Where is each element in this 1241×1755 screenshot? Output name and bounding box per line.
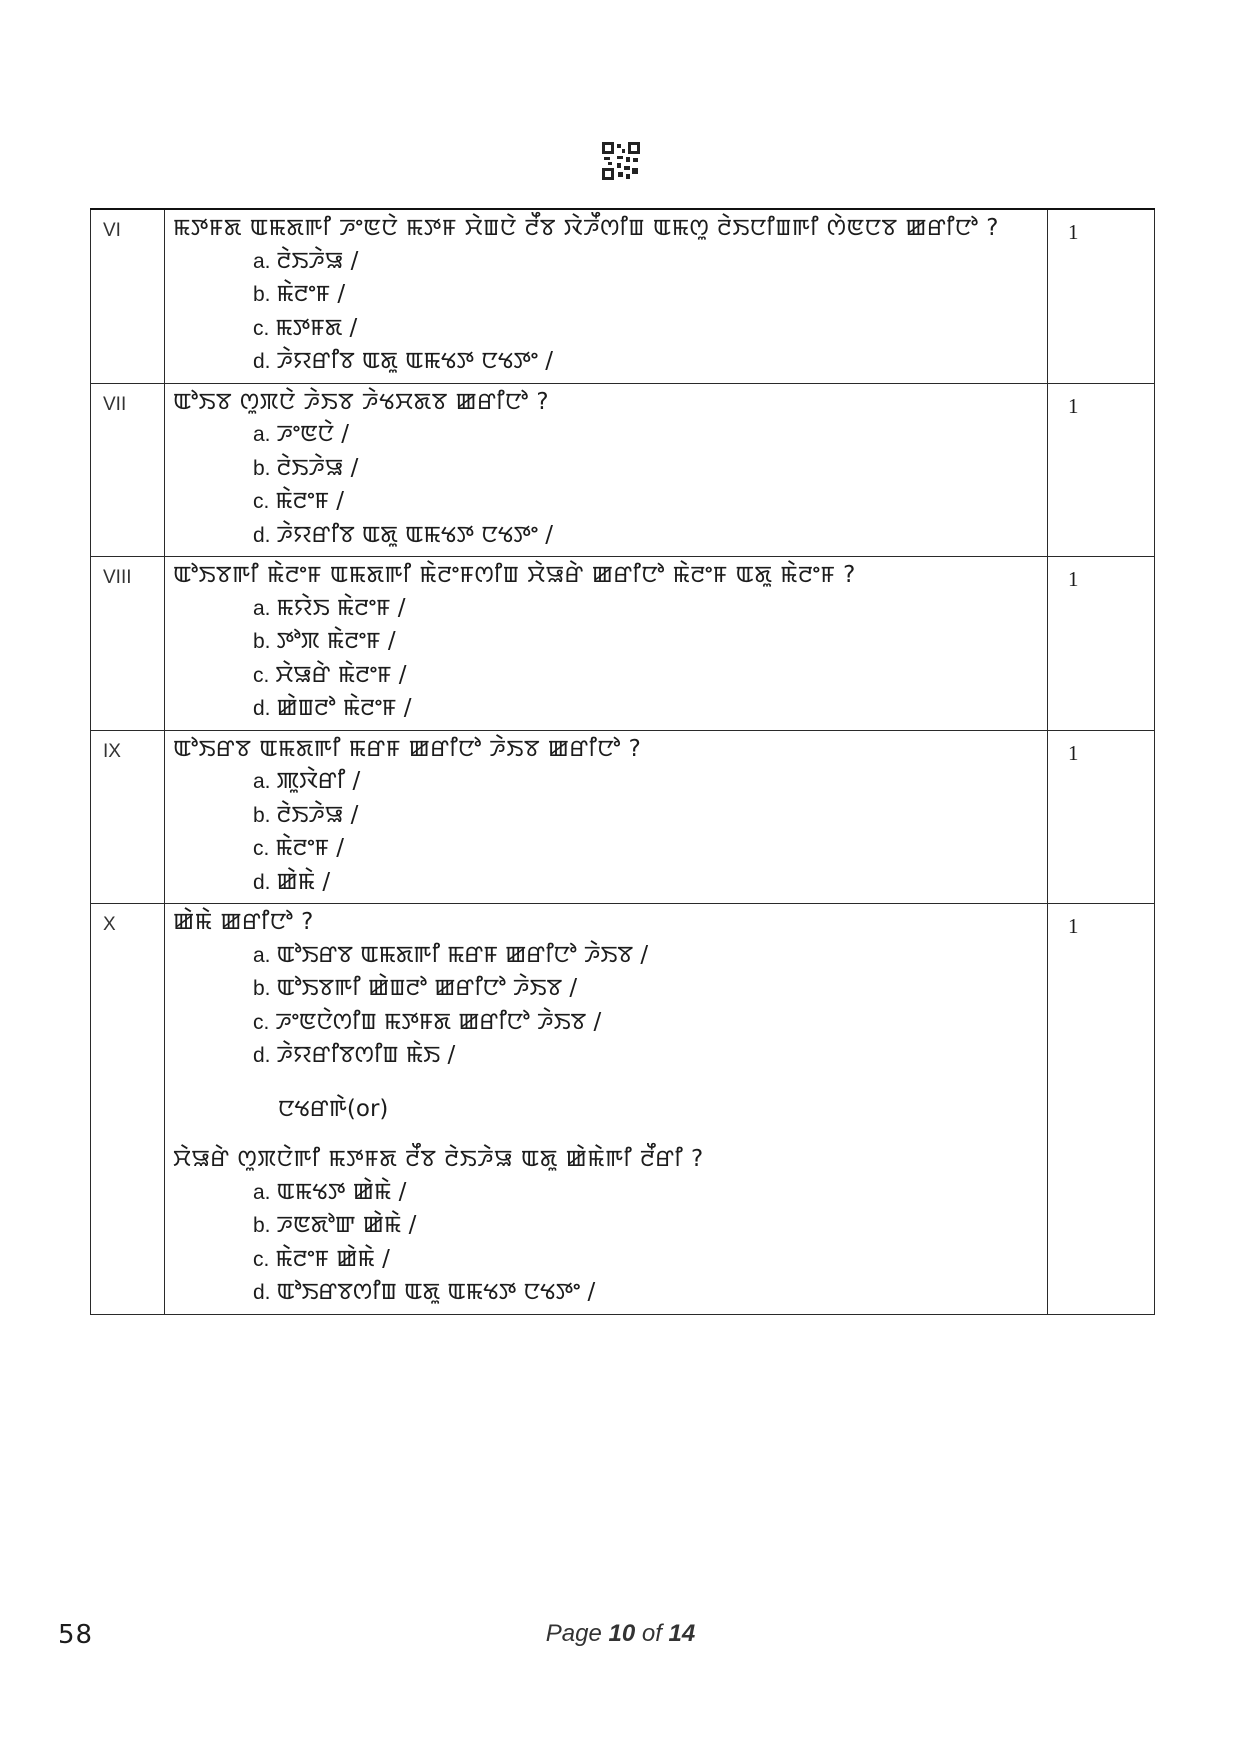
- option-letter: d.: [253, 523, 271, 547]
- option-text: ꯑꯃꯠꯇ ꯀꯥꯃꯥ /: [276, 1178, 407, 1205]
- question-cell: [165, 557, 1048, 731]
- option-letter: c.: [253, 663, 270, 687]
- option-item: [253, 1006, 1037, 1040]
- option-text: ꯃꯇꯝꯗ /: [275, 314, 358, 341]
- option-letter: a.: [253, 1180, 271, 1204]
- option-item: [253, 1276, 1037, 1310]
- question-stem: ꯀꯥꯃꯥ ꯀꯔꯤꯅꯣ ?: [173, 909, 314, 935]
- option-text: ꯃꯥꯂꯦꯝ /: [275, 835, 344, 861]
- option-text: ꯍꯥꯌꯔꯤꯕ ꯑꯗꯨ ꯑꯃꯠꯇ ꯅꯠꯇꯦ /: [276, 521, 554, 548]
- option-item: [253, 345, 1037, 379]
- options-list: [173, 418, 1037, 552]
- option-text: ꯂꯥꯏꯍꯥꯎ /: [276, 801, 359, 828]
- option-letter: c.: [253, 1247, 270, 1271]
- options-list: [173, 245, 1037, 379]
- option-letter: c.: [253, 837, 270, 860]
- options-list: [173, 765, 1037, 899]
- option-text: ꯂꯥꯏꯍꯥꯎ /: [276, 247, 359, 274]
- question-number: VI: [91, 209, 165, 383]
- option-item: [253, 418, 1037, 452]
- option-item: [253, 659, 1037, 693]
- option-letter: c.: [253, 316, 270, 340]
- question-cell: [165, 730, 1048, 904]
- option-letter: a.: [253, 596, 271, 620]
- option-letter: d.: [253, 697, 271, 720]
- or-separator: ꯅꯠꯔꯒꯥ(or): [278, 1095, 389, 1122]
- question-table: [90, 208, 1155, 1315]
- option-letter: b.: [253, 977, 271, 1000]
- question-stem: ꯑꯣꯏꯔꯕ ꯑꯃꯗꯒꯤ ꯃꯔꯝ ꯀꯔꯤꯅꯣ ꯍꯥꯏꯕ ꯀꯔꯤꯅꯣ ?: [173, 735, 642, 762]
- marks-cell: 1: [1048, 209, 1155, 383]
- option-text: ꯍꯥꯌꯔꯤꯕꯁꯤꯡ ꯃꯥꯏ /: [276, 1042, 456, 1068]
- option-item: [253, 939, 1037, 973]
- option-text: ꯍꯟꯗꯣꯛ ꯀꯥꯃꯥ /: [276, 1212, 417, 1238]
- option-item: [253, 832, 1037, 866]
- marks-cell: 1: [1048, 383, 1155, 557]
- option-text: ꯃꯥꯂꯦꯝ /: [276, 281, 346, 307]
- marks-cell: 1: [1048, 557, 1155, 731]
- question-number: IX: [91, 730, 165, 904]
- option-item: [253, 625, 1037, 659]
- alt-options-list: [173, 1176, 1037, 1310]
- options-list: [173, 939, 1037, 1073]
- option-text: ꯀꯥꯃꯥ /: [276, 868, 331, 895]
- question-number: VII: [91, 383, 165, 557]
- option-item: [253, 765, 1037, 799]
- option-text: ꯄꯨꯋꯥꯔꯤ /: [276, 768, 361, 794]
- option-letter: b.: [253, 630, 271, 653]
- question-row: [91, 904, 1155, 1315]
- page-total: 14: [668, 1620, 696, 1647]
- option-letter: a.: [253, 943, 271, 967]
- option-letter: a.: [253, 423, 271, 446]
- option-letter: d.: [253, 870, 271, 894]
- option-item: [253, 245, 1037, 279]
- question-cell: [165, 904, 1048, 1315]
- option-text: ꯑꯣꯏꯔꯕ ꯑꯃꯗꯒꯤ ꯃꯔꯝ ꯀꯔꯤꯅꯣ ꯍꯥꯏꯕ /: [276, 941, 649, 968]
- option-text: ꯂꯥꯏꯍꯥꯎ /: [276, 454, 359, 481]
- marks-cell: 1: [1048, 904, 1155, 1315]
- option-letter: b.: [253, 283, 271, 306]
- option-letter: c.: [253, 490, 270, 513]
- option-item: [253, 1039, 1037, 1073]
- question-stem: ꯃꯇꯝꯗ ꯑꯃꯗꯒꯤ ꯍꯦꯟꯅꯥ ꯃꯇꯝ ꯆꯥꯡꯅꯥ ꯂꯩꯕ ꯋꯥꯍꯩꯁꯤꯡ ꯑꯃꯁꯨ ꯂꯥꯏꯅꯤꯡꯒꯤ ꯁꯥꯟꯅꯕ ꯀꯔꯤꯅꯣ ?: [173, 215, 999, 241]
- qr-code-icon: [602, 142, 640, 180]
- option-item: [253, 972, 1037, 1006]
- question-row: [91, 383, 1155, 557]
- option-letter: d.: [253, 1281, 271, 1304]
- option-letter: d.: [253, 1044, 271, 1067]
- question-stem: ꯑꯣꯏꯕ ꯁꯨꯞꯅꯥ ꯍꯥꯏꯕ ꯍꯥꯠꯆꯗꯕ ꯀꯔꯤꯅꯣ ?: [173, 388, 550, 415]
- option-item: [253, 592, 1037, 626]
- question-number: VIII: [91, 557, 165, 731]
- option-text: ꯍꯦꯟꯅꯥ /: [276, 421, 350, 447]
- option-item: [253, 278, 1037, 312]
- option-text: ꯇꯣꯞ ꯃꯥꯂꯦꯝ /: [276, 628, 396, 654]
- question-number: X: [91, 904, 165, 1315]
- option-text: ꯆꯥꯎꯔꯥ ꯃꯥꯂꯦꯝ /: [275, 661, 407, 688]
- option-item: [253, 1209, 1037, 1243]
- option-item: [253, 519, 1037, 553]
- option-item: [253, 1243, 1037, 1277]
- option-item: [253, 312, 1037, 346]
- option-text: ꯀꯥꯡꯂꯣ ꯃꯥꯂꯦꯝ /: [276, 695, 412, 721]
- question-row: [91, 209, 1155, 383]
- option-text: ꯃꯥꯂꯦꯝ /: [275, 488, 344, 514]
- option-item: [253, 692, 1037, 726]
- question-stem: ꯑꯣꯏꯕꯒꯤ ꯃꯥꯂꯦꯝ ꯑꯃꯗꯒꯤ ꯃꯥꯂꯦꯝꯁꯤꯡ ꯆꯥꯎꯔꯥ ꯀꯔꯤꯅꯣ ꯃꯥꯂꯦꯝ ꯑꯗꯨ ꯃꯥꯂꯦꯝ ?: [173, 562, 856, 588]
- option-letter: c.: [253, 1010, 270, 1034]
- option-text: ꯍꯥꯌꯔꯤꯕ ꯑꯗꯨ ꯑꯃꯠꯇ ꯅꯠꯇꯦ /: [276, 348, 554, 374]
- option-letter: a.: [253, 770, 271, 793]
- option-letter: b.: [253, 1214, 271, 1237]
- option-letter: b.: [253, 456, 271, 480]
- question-cell: [165, 383, 1048, 557]
- question-row: [91, 730, 1155, 904]
- option-text: ꯃꯌꯥꯏ ꯃꯥꯂꯦꯝ /: [276, 594, 406, 621]
- option-text: ꯃꯥꯂꯦꯝ ꯀꯥꯃꯥ /: [275, 1245, 390, 1272]
- option-text: ꯍꯦꯟꯅꯥꯁꯤꯡ ꯃꯇꯝꯗ ꯀꯔꯤꯅꯣ ꯍꯥꯏꯕ /: [275, 1008, 602, 1035]
- option-text: ꯑꯣꯏꯔꯕꯁꯤꯡ ꯑꯗꯨ ꯑꯃꯠꯇ ꯅꯠꯇꯦ /: [276, 1279, 596, 1305]
- options-list: [173, 592, 1037, 726]
- option-letter: a.: [253, 249, 271, 273]
- page-code: 58: [58, 1620, 94, 1650]
- option-item: [253, 452, 1037, 486]
- page-current: 10: [608, 1620, 636, 1647]
- option-text: ꯑꯣꯏꯕꯒꯤ ꯀꯥꯡꯂꯣ ꯀꯔꯤꯅꯣ ꯍꯥꯏꯕ /: [276, 975, 578, 1001]
- question-cell: [165, 209, 1048, 383]
- page-prefix: Page: [545, 1620, 609, 1647]
- question-row: [91, 557, 1155, 731]
- page-of: of: [635, 1620, 669, 1647]
- option-letter: d.: [253, 350, 271, 373]
- option-item: [253, 866, 1037, 900]
- marks-cell: 1: [1048, 730, 1155, 904]
- option-letter: b.: [253, 803, 271, 827]
- option-item: [253, 1176, 1037, 1210]
- option-item: [253, 485, 1037, 519]
- option-item: [253, 799, 1037, 833]
- page-number: [0, 1620, 1241, 1648]
- alt-question-stem: ꯆꯥꯎꯔꯥ ꯁꯨꯞꯅꯥꯒꯤ ꯃꯇꯝꯗ ꯂꯩꯕ ꯂꯥꯏꯍꯥꯎ ꯑꯗꯨ ꯀꯥꯃꯥꯒꯤ ꯂꯩꯔꯤ ?: [173, 1146, 704, 1172]
